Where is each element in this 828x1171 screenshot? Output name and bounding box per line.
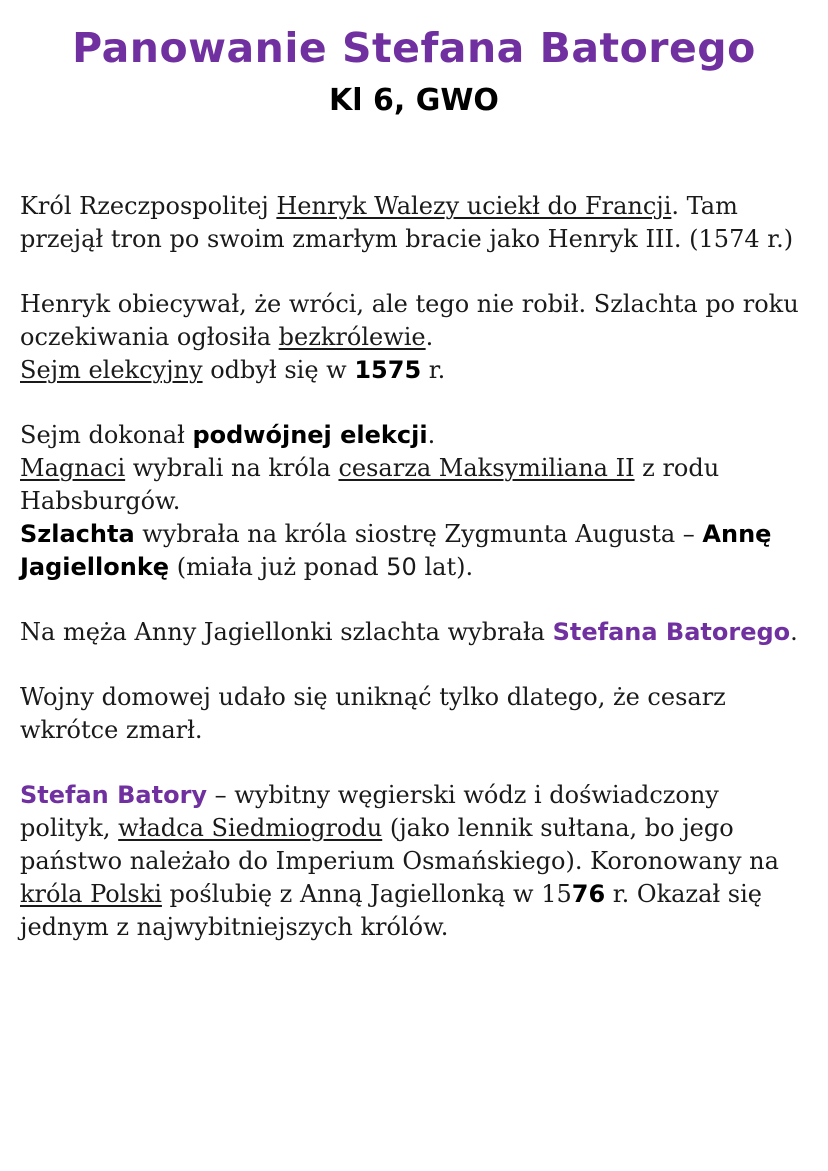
text: Sejm dokonał xyxy=(20,421,193,449)
text: z rodu Habsburgów. xyxy=(20,454,720,515)
bold-text: podwójnej elekcji xyxy=(192,421,428,449)
text: Król Rzeczpospolitej xyxy=(20,192,277,220)
highlighted-text: Stefana Batorego xyxy=(552,618,791,646)
text: poślubię z Anną Jagiellonką w 15 xyxy=(161,880,572,908)
text: r. xyxy=(421,356,446,384)
text: Wojny domowej udało się uniknąć tylko dlatego, że cesarz wkrótce zmarł. xyxy=(20,683,726,744)
document-body xyxy=(20,190,815,976)
bold-text: 76 xyxy=(571,880,606,908)
underlined-text: Henryk Walezy uciekł do Francji xyxy=(276,192,672,220)
underlined-text: króla Polski xyxy=(20,880,162,908)
text: . xyxy=(425,323,434,351)
paragraph-podwojna-elekcja xyxy=(20,419,815,584)
paragraph-stefan-batory xyxy=(20,779,815,944)
highlighted-text: Stefan Batory xyxy=(20,781,208,809)
paragraph-henryk-walezy xyxy=(20,190,815,256)
underlined-text: władca Siedmiogrodu xyxy=(118,814,383,842)
text: . xyxy=(790,618,798,646)
text: (miała już ponad xyxy=(169,553,387,581)
text: lat). xyxy=(416,553,474,581)
text: Na męża Anny Jagiellonki szlachta wybrała xyxy=(20,618,553,646)
underlined-text: Sejm elekcyjny xyxy=(20,356,203,384)
text: . xyxy=(427,421,436,449)
underlined-text: Magnaci xyxy=(20,454,126,482)
text: wybrała na króla siostrę Zygmunta Augusta – xyxy=(134,520,703,548)
bold-text: Szlachta xyxy=(20,520,135,548)
text: wybrali na króla xyxy=(125,454,339,482)
text: – wybitny węgierski wódz i doświadczony polityk, xyxy=(20,781,719,842)
text: r. Okazał się jednym z najwybitniejszych królów. xyxy=(20,880,762,941)
bold-text: Annę Jagiellonkę xyxy=(20,520,772,581)
text: Henryk obiecywał, że wróci, ale tego nie robił. Szlachta po roku oczekiwania ogłosiła xyxy=(20,290,799,351)
paragraph-maz-anny xyxy=(20,616,815,649)
paragraph-wojna-domowa xyxy=(20,681,815,747)
text: odbył się w xyxy=(202,356,355,384)
underlined-text: bezkrólewie xyxy=(278,323,426,351)
page-title: Panowanie Stefana Batorego xyxy=(72,24,756,72)
text: . Tam przejął tron po swoim zmarłym bracie jako Henryk III. (1574 r.) xyxy=(20,192,794,253)
text: (jako lennik sułtana, bo jego państwo należało do Imperium Osmańskiego). Koronowany na xyxy=(20,814,779,875)
number-text: 50 xyxy=(386,553,417,581)
paragraph-bezkrolewie xyxy=(20,288,815,387)
page-subtitle: Kl 6, GWO xyxy=(329,83,499,118)
underlined-text: cesarza Maksymiliana II xyxy=(338,454,635,482)
bold-text: 1575 xyxy=(354,356,422,384)
